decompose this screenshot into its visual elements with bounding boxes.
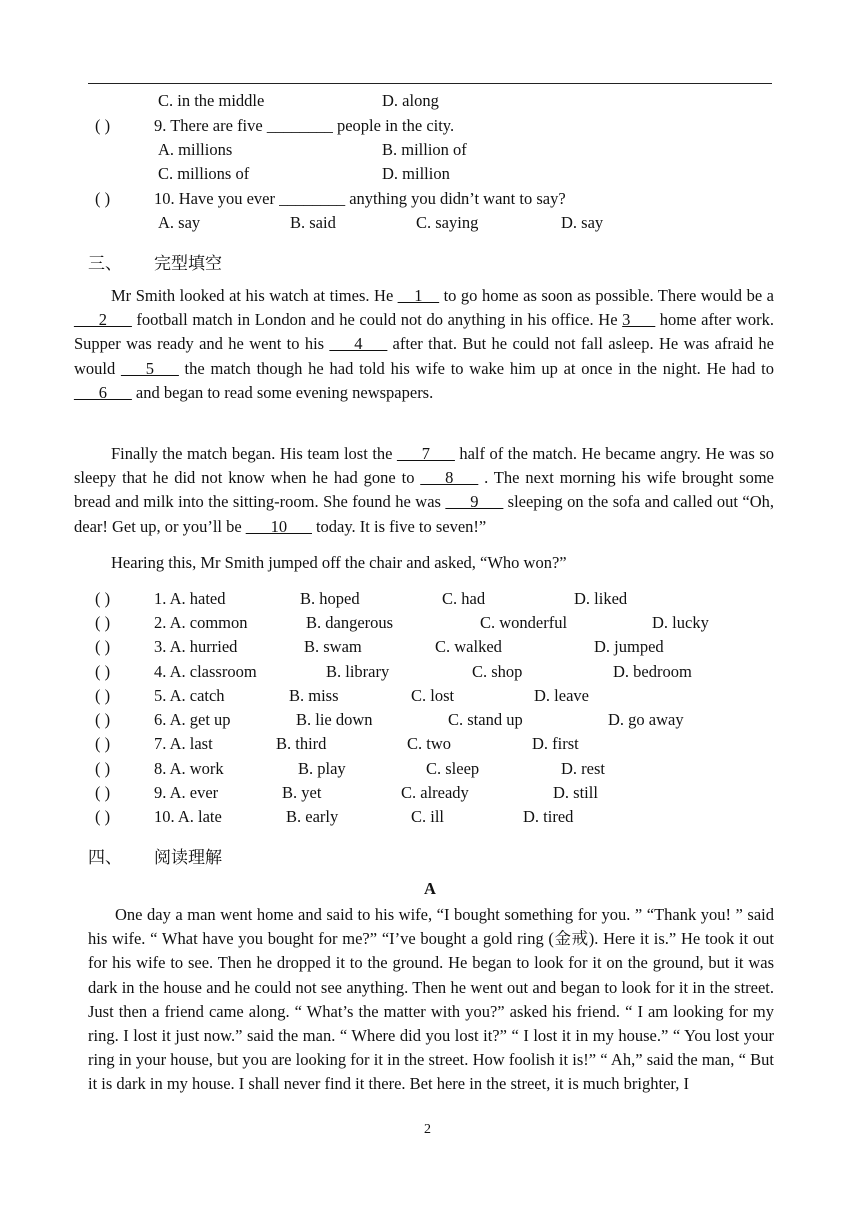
cloze-7-option-c: C. two — [407, 734, 452, 753]
cloze-5-option-c: C. lost — [411, 686, 455, 705]
cloze-5-answer-blank[interactable]: ( ) — [95, 686, 111, 705]
cloze-5-option-b: B. miss — [289, 686, 339, 705]
cloze-9-option-b: B. yet — [282, 783, 322, 802]
cloze-2-option-c: C. wonderful — [480, 613, 568, 632]
cloze-3-option-d: D. jumped — [594, 637, 664, 656]
cloze-1-answer-blank[interactable]: ( ) — [95, 589, 111, 608]
cloze-7-option-d: D. first — [532, 734, 579, 753]
cloze-2-option-b: B. dangerous — [306, 613, 394, 632]
cloze-1-option-d: D. liked — [574, 589, 628, 608]
cloze-10-option-d: D. tired — [523, 807, 574, 826]
text-run: and began to read some evening newspapers. — [131, 382, 434, 402]
q9-option-a: A. millions — [158, 140, 233, 159]
cloze-4-option-c: C. shop — [472, 662, 523, 681]
cloze-4-option-b: B. library — [326, 662, 390, 681]
text-run: Mr Smith looked at his watch at times. He — [111, 286, 398, 305]
cloze-9-option-d: D. still — [553, 783, 598, 802]
section3-title: 完型填空 — [154, 254, 222, 273]
q10-option-d: D. say — [561, 213, 604, 232]
q9-answer-blank[interactable]: ( ) — [95, 116, 111, 135]
text-run: the match though he had told his wife to wake him up at once in the night. He had to — [178, 358, 775, 378]
cloze-8-option-c: C. sleep — [426, 759, 480, 778]
blank-1: __1__ — [397, 286, 440, 305]
cloze-10-option-a: 10. A. late — [154, 807, 222, 826]
q8-option-c: C. in the middle — [158, 91, 265, 110]
cloze-6-option-d: D. go away — [608, 710, 684, 729]
cloze-2-answer-blank[interactable]: ( ) — [95, 613, 111, 632]
blank-3: 3___ — [622, 310, 656, 330]
blank-10: ___10___ — [245, 516, 312, 536]
section4-title: 阅读理解 — [154, 848, 222, 867]
cloze-2-option-a: 2. A. common — [154, 613, 248, 632]
cloze-8-option-d: D. rest — [561, 759, 605, 778]
cloze-paragraph-1 — [74, 284, 774, 405]
cloze-7-option-b: B. third — [276, 734, 327, 753]
cloze-9-answer-blank[interactable]: ( ) — [95, 783, 111, 802]
q9-option-d: D. million — [382, 164, 450, 183]
text-run: half of the match. He became angry. He was so sleepy that he did not know when he had gone to — [74, 444, 774, 488]
passage-label: A — [424, 879, 436, 898]
text-run: Finally the match began. His team lost the — [111, 444, 398, 463]
q10-option-b: B. said — [290, 213, 336, 232]
cloze-paragraph-2 — [74, 442, 774, 539]
cloze-10-option-b: B. early — [286, 807, 339, 826]
cloze-6-option-c: C. stand up — [448, 710, 523, 729]
q8-option-d: D. along — [382, 91, 439, 110]
cloze-2-option-d: D. lucky — [652, 613, 709, 632]
q10-option-a: A. say — [158, 213, 201, 232]
cloze-10-option-c: C. ill — [411, 807, 445, 826]
blank-5: ___5___ — [121, 358, 179, 378]
reading-passage-a: One day a man went home and said to his wife, “I bought something for you. ” “Thank you! ” said his wife. “ What have you bought for me?” “I’ve bought a gold ring (金戒). Here it is.” He took it out for his wife to see. Then he dropped it to the ground. He began to look for it on the ground, but it was dark in the house and he could not see anything. Then he went out and began to look for it in the street. Just then a friend came along. “ What’s the matter with you?” asked his friend. “ I am looking for my ring. I lost it just now.” said the man. “ Where did you lost it?” “ I lost it in my house.” “ You lost your ring in your house, but you are looking for it in the street. How foolish it is!” “ Ah,” said the man, “ But it is dark in my house. I shall never find it there. Bet here in the street, it is much brighter, I — [88, 905, 774, 1094]
cloze-4-answer-blank[interactable]: ( ) — [95, 662, 111, 681]
cloze-6-answer-blank[interactable]: ( ) — [95, 710, 111, 729]
blank-2: ___2___ — [74, 310, 132, 330]
section4-number: 四、 — [88, 848, 122, 867]
q9-option-b: B. million of — [382, 140, 467, 159]
cloze-3-option-c: C. walked — [435, 637, 502, 656]
q10-answer-blank[interactable]: ( ) — [95, 189, 111, 208]
cloze-5-option-a: 5. A. catch — [154, 686, 225, 705]
blank-4: ___4___ — [329, 334, 388, 354]
blank-9: ___9___ — [445, 492, 504, 512]
header-rule — [88, 83, 772, 84]
text-run: to go home as soon as possible. There would be a — [439, 286, 774, 305]
cloze-8-option-b: B. play — [298, 759, 346, 778]
cloze-8-answer-blank[interactable]: ( ) — [95, 759, 111, 778]
text-run: . The next morning his wife brought some bread and milk into the sitting-room. She found he was — [74, 468, 774, 512]
cloze-6-option-a: 6. A. get up — [154, 710, 231, 729]
cloze-5-option-d: D. leave — [534, 686, 589, 705]
cloze-7-answer-blank[interactable]: ( ) — [95, 734, 111, 753]
blank-8: ___8___ — [420, 468, 479, 488]
cloze-paragraph-3: Hearing this, Mr Smith jumped off the chair and asked, “Who won?” — [111, 553, 567, 572]
text-run: today. It is five to seven!” — [311, 516, 487, 536]
cloze-6-option-b: B. lie down — [296, 710, 373, 729]
q10-stem: 10. Have you ever ________ anything you didn’t want to say? — [154, 189, 566, 208]
text-run: sleeping on the sofa and called out “Oh, dear! Get up, or you’ll be — [74, 492, 774, 536]
page-number: 2 — [424, 1122, 431, 1137]
cloze-4-option-a: 4. A. classroom — [154, 662, 257, 681]
cloze-9-option-a: 9. A. ever — [154, 783, 219, 802]
cloze-10-answer-blank[interactable]: ( ) — [95, 807, 111, 826]
section3-number: 三、 — [88, 254, 122, 273]
cloze-8-option-a: 8. A. work — [154, 759, 224, 778]
blank-6: ___6___ — [74, 382, 132, 402]
q10-option-c: C. saying — [416, 213, 479, 232]
text-run: after that. But he could not fall asleep. He was afraid he would — [74, 334, 774, 378]
cloze-7-option-a: 7. A. last — [154, 734, 213, 753]
cloze-1-option-b: B. hoped — [300, 589, 360, 608]
cloze-3-option-b: B. swam — [304, 637, 362, 656]
blank-7: ___7___ — [397, 444, 455, 463]
cloze-1-option-a: 1. A. hated — [154, 589, 226, 608]
cloze-1-option-c: C. had — [442, 589, 486, 608]
q9-stem: 9. There are five ________ people in the city. — [154, 116, 455, 135]
cloze-4-option-d: D. bedroom — [613, 662, 692, 681]
cloze-3-option-a: 3. A. hurried — [154, 637, 238, 656]
cloze-3-answer-blank[interactable]: ( ) — [95, 637, 111, 656]
text-run: football match in London and he could not do anything in his office. He — [131, 310, 623, 330]
q9-option-c: C. millions of — [158, 164, 250, 183]
cloze-9-option-c: C. already — [401, 783, 469, 802]
text-run: home after work. Supper was ready and he went to his — [74, 310, 774, 354]
